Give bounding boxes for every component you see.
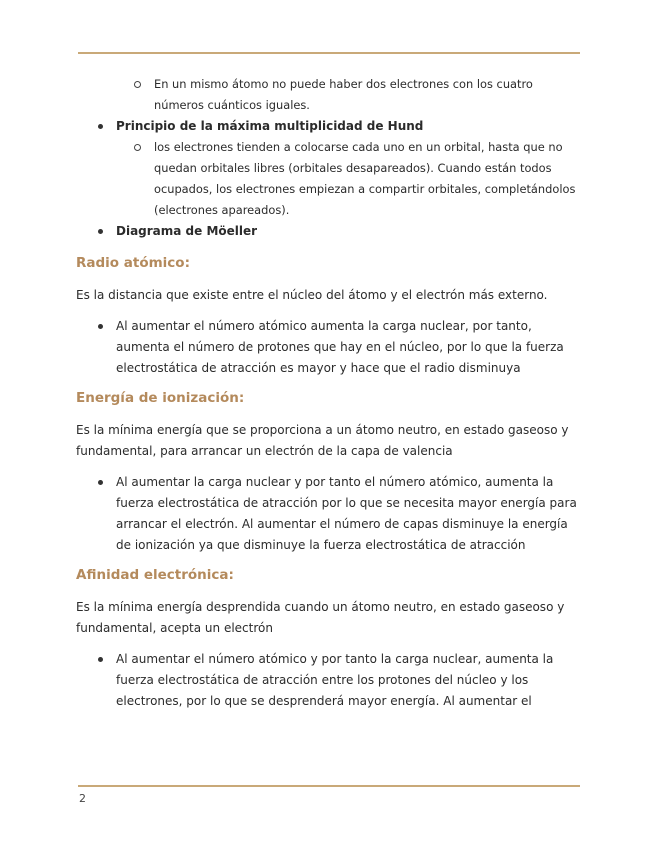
sub-list-item (76, 74, 581, 116)
moeller-title: Diagrama de Möeller (116, 224, 258, 238)
afinidad-definition: Es la mínima energía desprendida cuando un átomo neutro, en estado gaseoso y fundamental, acepta un electrón (76, 600, 565, 635)
hund-sub-text: los electrones tienden a colocarse cada uno en un orbital, hasta que no quedan orbitales libres (orbitales desapareados). Cuando están todos ocupados, los electrones empiezan a compartir orbitales, completándolos (electrones apareados). (154, 140, 576, 217)
hollow-circle-bullet-icon (134, 144, 141, 151)
bullet-icon (98, 480, 103, 485)
hund-sublist (76, 137, 581, 221)
list-item (76, 316, 581, 379)
list-item (76, 472, 581, 556)
page-number: 2 (79, 792, 86, 805)
ionizacion-definition: Es la mínima energía que se proporciona a un átomo neutro, en estado gaseoso y fundamental, para arrancar un electrón de la capa de valencia (76, 423, 569, 458)
radio-bullet-text: Al aumentar el número atómico aumenta la carga nuclear, por tanto, aumenta el número de protones que hay en el núcleo, por lo que la fuerza electrostática de atracción es mayor y hace que el radio disminuya (116, 319, 564, 375)
section-heading-radio: Radio atómico: (76, 255, 190, 271)
section-heading-afinidad: Afinidad electrónica: (76, 567, 234, 583)
header-rule (78, 52, 580, 54)
page-content (76, 74, 581, 712)
sub-list-item (76, 137, 581, 221)
pauli-sub-text: En un mismo átomo no puede haber dos electrones con los cuatro números cuánticos iguales. (154, 77, 533, 112)
radio-definition: Es la distancia que existe entre el núcleo del átomo y el electrón más externo. (76, 288, 548, 302)
bullet-icon (98, 657, 103, 662)
pauli-sublist (76, 74, 581, 116)
ionizacion-bullet-text: Al aumentar la carga nuclear y por tanto el número atómico, aumenta la fuerza electrostática de atracción por lo que se necesita mayor energía para arrancar el electrón. Al aumentar el número de capas disminuye la energía de ionización ya que disminuye la fuerza electrostática de atracción (116, 475, 577, 552)
footer-rule (78, 785, 580, 787)
list-item (76, 221, 581, 242)
hollow-circle-bullet-icon (134, 81, 141, 88)
bullet-icon (98, 229, 103, 234)
hund-title: Principio de la máxima multiplicidad de Hund (116, 119, 424, 133)
list-item (76, 649, 581, 712)
afinidad-bullet-text: Al aumentar el número atómico y por tanto la carga nuclear, aumenta la fuerza electrostática de atracción entre los protones del núcleo y los electrones, por lo que se desprenderá mayor energía. Al aumentar el (116, 652, 554, 708)
list-item (76, 116, 581, 137)
bullet-icon (98, 324, 103, 329)
bullet-icon (98, 124, 103, 129)
section-heading-ionizacion: Energía de ionización: (76, 390, 245, 406)
